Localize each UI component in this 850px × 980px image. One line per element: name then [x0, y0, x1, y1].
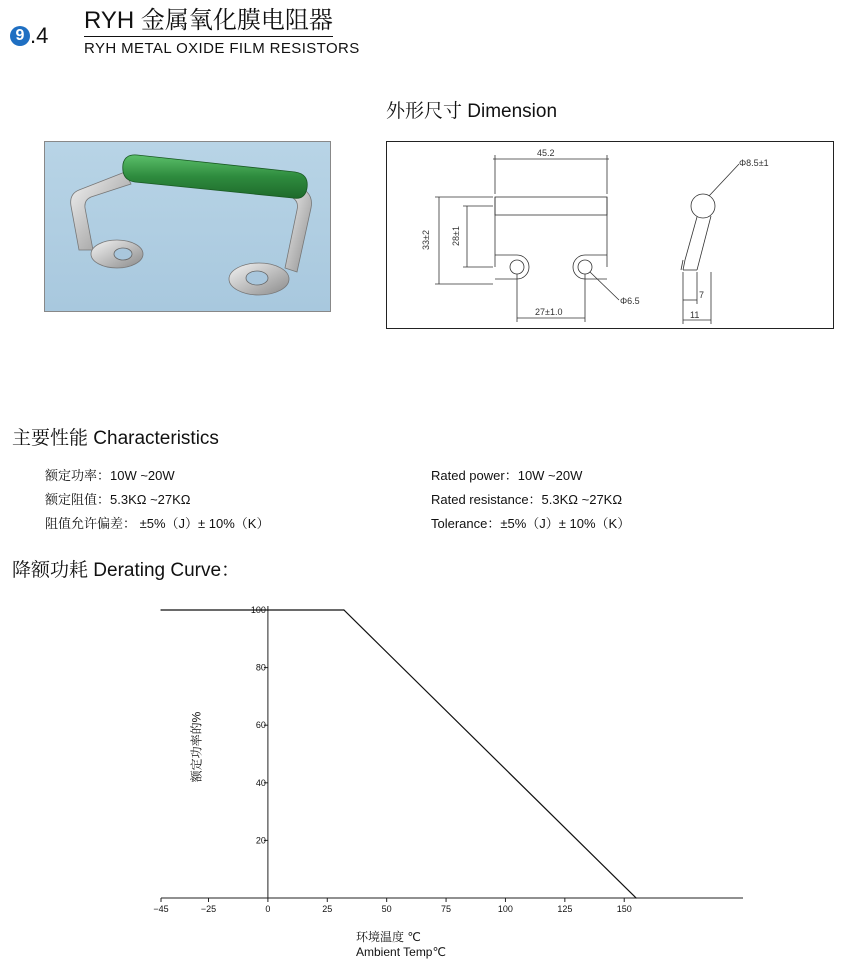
y-tick-label: 60: [255, 720, 266, 731]
derating-chart-svg: [150, 598, 750, 968]
dim-hole-spacing-label: 27±1.0: [535, 307, 563, 317]
char-en-tolerance: Tolerance：±5%（J）± 10%（K）: [431, 516, 631, 531]
resistor-illustration: [45, 142, 330, 311]
x-tick-label: 75: [441, 904, 452, 914]
dim-body-dia-label: Φ8.5±1: [739, 158, 769, 168]
derating-point: [343, 609, 344, 610]
x-tick-label: 25: [322, 904, 333, 914]
y-tick-label: 20: [255, 835, 266, 846]
derating-heading: 降额功耗 Derating Curve：: [12, 560, 241, 581]
page-title-cn: RYH 金属氧化膜电阻器: [84, 6, 333, 37]
dim-foot-len-label: 11: [690, 310, 700, 320]
x-tick-label: 0: [265, 904, 271, 914]
y-axis-title: [181, 705, 211, 789]
dimension-svg: [387, 142, 833, 328]
x-axis-title-cn: 环境温度 ℃: [356, 930, 421, 944]
char-en-rated-resistance: Rated resistance：5.3KΩ ~27KΩ: [431, 492, 623, 507]
page-title-en: RYH METAL OXIDE FILM RESISTORS: [84, 40, 360, 57]
x-tick-label: 125: [557, 904, 573, 914]
y-tick-label: 100: [250, 605, 266, 615]
derating-point: [636, 897, 637, 898]
dim-height-inner-label: 28±1: [451, 226, 461, 246]
y-axis-title-text: 额定功率的%: [189, 711, 204, 783]
section-suffix: .4: [30, 23, 49, 49]
dimension-heading: 外形尺寸 Dimension: [386, 101, 558, 122]
derating-point: [160, 609, 161, 610]
dim-lead-len-label: 7: [699, 290, 705, 300]
x-tick-label: 100: [497, 904, 513, 914]
char-cn-rated-resistance: 额定阻值：5.3KΩ ~27KΩ: [45, 492, 191, 507]
dim-hole-dia-label: Φ6.5: [620, 296, 640, 306]
x-tick-label: 50: [381, 904, 392, 914]
char-cn-rated-power: 额定功率：10W ~20W: [45, 468, 175, 483]
dim-width-label: 45.2: [537, 148, 555, 158]
dimension-drawing: [386, 141, 834, 329]
derating-chart: [150, 598, 750, 968]
dim-height-outer-label: 33±2: [421, 230, 431, 250]
product-photo: [44, 141, 331, 312]
derating-series-line: [161, 610, 636, 898]
section-badge: 9: [10, 26, 30, 46]
y-tick-label: 40: [255, 777, 266, 788]
char-en-rated-power: Rated power：10W ~20W: [431, 468, 583, 483]
characteristics-heading: 主要性能 Characteristics: [12, 428, 219, 449]
x-tick-label: −45: [153, 904, 169, 914]
x-tick-label: 150: [616, 904, 632, 914]
x-tick-label: −25: [200, 904, 217, 914]
x-axis-title-en: Ambient Temp℃: [356, 945, 446, 959]
char-cn-tolerance: 阻值允许偏差： ±5%（J）± 10%（K）: [45, 516, 270, 531]
section-number: [10, 22, 48, 49]
y-tick-label: 80: [255, 662, 266, 673]
